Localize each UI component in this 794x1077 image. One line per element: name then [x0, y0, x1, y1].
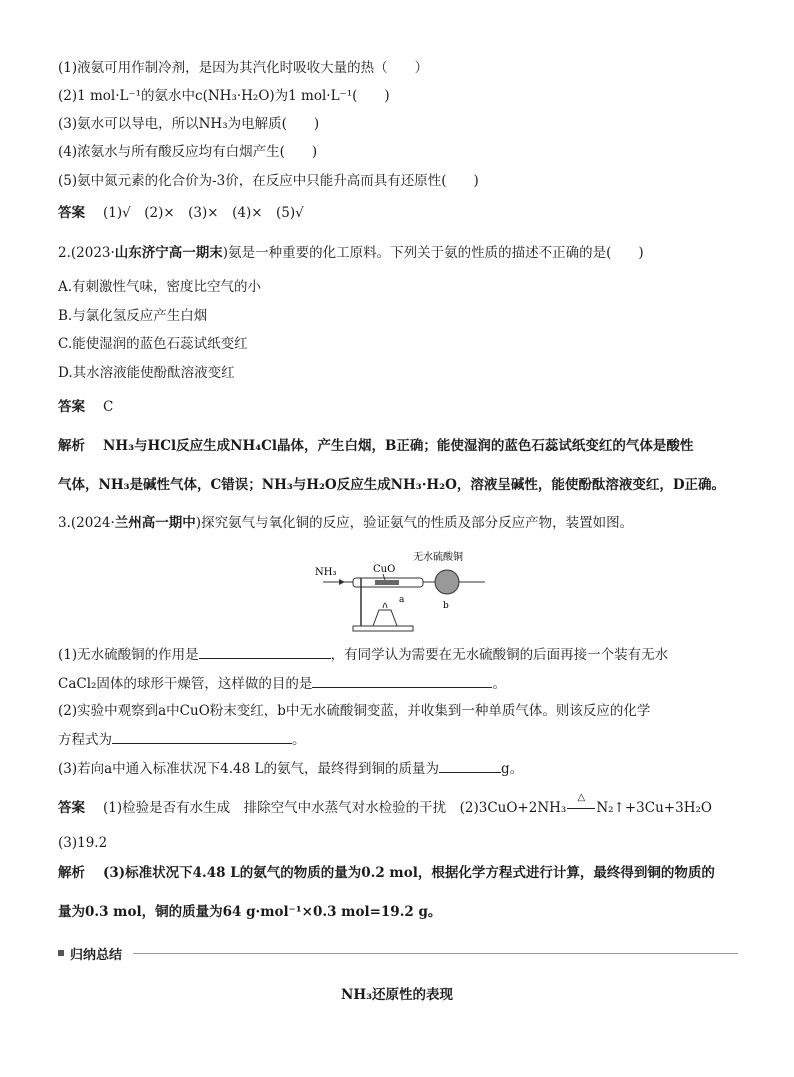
q1-item-2: (2)1 mol·L⁻¹的氨水中c(NH₃·H₂O)为1 mol·L⁻¹( )	[58, 88, 390, 104]
q2-option-c: C.能使湿润的蓝色石蕊试纸变红	[58, 336, 248, 352]
q1-item-3: (3)氨水可以导电，所以NH₃为电解质( )	[58, 116, 320, 132]
equals-line	[567, 808, 595, 809]
q2-analysis-line-1	[58, 436, 693, 456]
answer-blank-2[interactable]	[312, 673, 492, 688]
inlet-arrow	[339, 579, 345, 585]
answer-label: 答案	[58, 205, 85, 221]
q3-analysis-text-1: (3)标准状况下4.48 L的氨气的物质的量为0.2 mol，根据化学方程式进行计算，最终得到铜的物质的	[103, 865, 715, 881]
q3-part1-text-c: CaCl₂固体的球形干燥管，这样做的目的是	[58, 676, 313, 692]
burner	[373, 610, 397, 626]
q3-part2-text-c: 。	[292, 732, 306, 748]
q3-stem	[58, 513, 633, 533]
q3-answer-line1	[58, 792, 712, 818]
bullet-icon	[58, 950, 64, 956]
q3-part1-line1	[58, 644, 668, 665]
summary-title: 归纳总结	[70, 948, 123, 963]
answer-blank-4[interactable]	[439, 758, 501, 773]
answer-label: 答案	[58, 800, 85, 816]
label-b: b	[443, 601, 449, 611]
q1-answer-text: (1)√ (2)× (3)× (4)× (5)√	[103, 205, 304, 221]
label-a: a	[399, 595, 405, 605]
label-cuso4: 无水硫酸铜	[413, 552, 463, 563]
label-nh3: NH₃	[315, 567, 337, 578]
heat-symbol: △	[577, 792, 586, 803]
answer-blank-3[interactable]	[112, 729, 292, 744]
q2-source: 山东济宁高一期末	[114, 245, 223, 261]
q3-answer-text-tail: N₂↑+3Cu+3H₂O	[596, 800, 712, 816]
stand-base	[353, 626, 413, 631]
q1-item-5: (5)氨中氮元素的化合价为-3价，在反应中只能升高而具有还原性( )	[58, 173, 479, 189]
q3-analysis-line-2: 量为0.3 mol，铜的质量为64 g·mol⁻¹×0.3 mol=19.2 g。	[58, 904, 442, 920]
q2-answer	[58, 397, 113, 417]
q3-stem-text: )探究氨气与氧化铜的反应，验证氨气的性质及部分反应产物，装置如图。	[195, 515, 634, 531]
q2-analysis-text-1: NH₃与HCl反应生成NH₄Cl晶体，产生白烟，B正确；能使湿润的蓝色石蕊试纸变红的气体是酸性	[103, 438, 694, 454]
q3-part3-text-a: (3)若向a中通入标准状况下4.48 L的氨气，最终得到铜的质量为	[58, 761, 439, 777]
q2-option-b: B.与氯化氢反应产生白烟	[58, 308, 208, 324]
q2-stem-text: )氨是一种重要的化工原料。下列关于氨的性质的描述不正确的是( )	[222, 245, 644, 261]
q3-answer-line2: (3)19.2	[58, 835, 108, 851]
q3-part3-text-b: g。	[501, 761, 524, 777]
analysis-label: 解析	[58, 865, 85, 881]
q1-item-1: (1)液氨可用作制冷剂，是因为其汽化时吸收大量的热（ ）	[58, 60, 429, 76]
heat-arrow	[566, 792, 596, 818]
divider	[133, 953, 738, 954]
label-cuo: CuO	[373, 564, 396, 575]
q2-analysis-line-2: 气体，NH₃是碱性气体，C错误；NH₃与H₂O反应生成NH₃·H₂O，溶液呈碱性，能使酚酞溶液变红，D正确。	[58, 477, 726, 493]
drying-bulb	[435, 570, 459, 594]
q3-part1-text-b: ，有同学认为需要在无水硫酸铜的后面再接一个装有无水	[330, 647, 669, 663]
q2-option-a: A.有刺激性气味，密度比空气的小	[58, 279, 262, 295]
q3-part2-line2	[58, 729, 306, 750]
q2-answer-text: C	[103, 399, 114, 415]
q1-answer	[58, 203, 304, 223]
q2-number: 2.(2023·	[58, 245, 115, 261]
q3-analysis-line-1	[58, 863, 715, 883]
q3-source: 兰州高一期中	[114, 515, 196, 531]
flame	[383, 603, 387, 608]
summary-header	[58, 944, 738, 964]
summary-subtitle: NH₃还原性的表现	[340, 987, 453, 1003]
q3-part1-text-a: (1)无水硫酸铜的作用是	[58, 647, 199, 663]
analysis-label: 解析	[58, 438, 85, 454]
q1-item-4: (4)浓氨水与所有酸反应均有白烟产生( )	[58, 144, 318, 160]
q3-part2-line1: (2)实验中观察到a中CuO粉末变红，b中无水硫酸铜变蓝，并收集到一种单质气体。则该反应的化学	[58, 703, 651, 719]
q3-part1-text-d: 。	[492, 676, 506, 692]
q3-answer-text-1: (1)检验是否有水生成 排除空气中水蒸气对水检验的干扰 (2)3CuO+2NH₃	[103, 800, 567, 816]
answer-label: 答案	[58, 399, 85, 415]
q3-number: 3.(2024·	[58, 515, 115, 531]
answer-blank-1[interactable]	[199, 644, 331, 659]
cuo-powder	[375, 580, 399, 585]
q3-part1-line2	[58, 673, 506, 694]
q3-part3	[58, 758, 523, 779]
q2-stem	[58, 243, 644, 263]
q3-part2-text-b: 方程式为	[58, 732, 112, 748]
apparatus-diagram	[313, 548, 493, 634]
q2-option-d: D.其水溶液能使酚酞溶液变红	[58, 365, 235, 381]
